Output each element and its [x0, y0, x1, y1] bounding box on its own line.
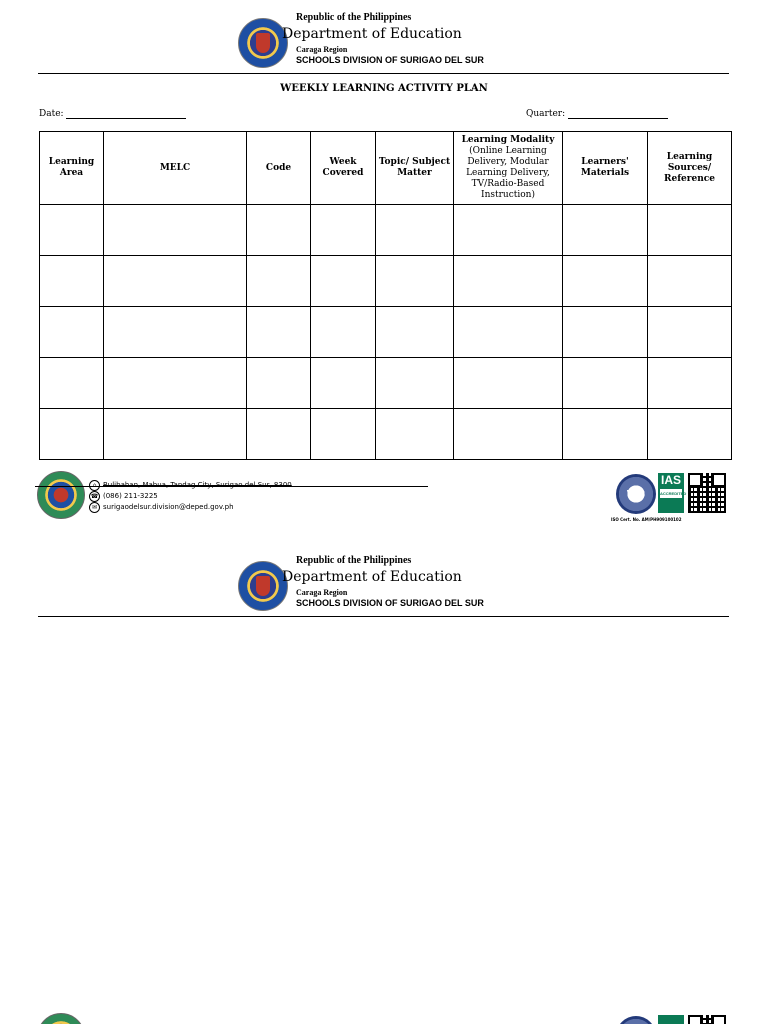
table-cell[interactable]: [311, 307, 376, 358]
table-cell[interactable]: [40, 256, 104, 307]
table-cell[interactable]: [40, 358, 104, 409]
table-cell[interactable]: [454, 358, 563, 409]
table-cell[interactable]: [104, 307, 247, 358]
table-cell[interactable]: [454, 307, 563, 358]
table-cell[interactable]: [648, 307, 732, 358]
page2-header: [0, 551, 768, 621]
header-learners-materials: Learners' Materials: [563, 132, 648, 205]
table-cell[interactable]: [311, 256, 376, 307]
header-topic: Topic/ Subject Matter: [376, 132, 454, 205]
division-seal-icon: [37, 1013, 85, 1024]
qr-code-icon[interactable]: [688, 473, 726, 513]
header-melc: MELC: [104, 132, 247, 205]
header-week-covered: Week Covered: [311, 132, 376, 205]
table-cell[interactable]: [563, 307, 648, 358]
table-cell[interactable]: [247, 307, 311, 358]
table-cell[interactable]: [454, 205, 563, 256]
quarter-blank[interactable]: [568, 108, 668, 119]
division-text: SCHOOLS DIVISION OF SURIGAO DEL SUR: [296, 598, 484, 608]
qr-code-icon[interactable]: [688, 1015, 726, 1024]
table-cell[interactable]: [40, 205, 104, 256]
table-cell[interactable]: [40, 307, 104, 358]
table-row: [40, 358, 732, 409]
table-cell[interactable]: [563, 358, 648, 409]
table-row: [40, 409, 732, 460]
department-title: Department of Education: [282, 26, 462, 42]
page2-footer: [0, 1010, 768, 1024]
region-text: Caraga Region: [296, 45, 348, 54]
table-cell[interactable]: [311, 205, 376, 256]
deped-seal-icon: [238, 561, 288, 611]
table-cell[interactable]: [563, 409, 648, 460]
table-cell[interactable]: [454, 409, 563, 460]
wb-logo-icon: [616, 1016, 656, 1024]
table-row: [40, 205, 732, 256]
table-cell[interactable]: [648, 409, 732, 460]
table-cell[interactable]: [563, 205, 648, 256]
email-link[interactable]: surigaodelsur.division@deped.gov.ph: [103, 503, 234, 511]
activity-plan-table: [39, 131, 732, 460]
iso-cert-text: ISO Cert. No. AM/PH909100102: [611, 517, 682, 522]
region-text: Caraga Region: [296, 588, 348, 597]
header-learning-sources: Learning Sources/ Reference: [648, 132, 732, 205]
table-cell[interactable]: [648, 205, 732, 256]
table-cell[interactable]: [454, 256, 563, 307]
date-field[interactable]: [39, 108, 186, 119]
home-icon: ⌂: [89, 480, 100, 491]
form-title: WEEKLY LEARNING ACTIVITY PLAN: [280, 83, 488, 94]
table-header-row: [40, 132, 732, 205]
contact-info: [89, 480, 292, 513]
republic-text: Republic of the Philippines: [296, 12, 412, 23]
table-cell[interactable]: [563, 256, 648, 307]
header-learning-area: Learning Area: [40, 132, 104, 205]
address-text: Bulibahan, Mabua, Tandag City, Surigao del Sur, 8300: [103, 481, 292, 489]
table-cell[interactable]: [104, 205, 247, 256]
header-divider: [38, 73, 729, 74]
wb-logo-icon: WB: [616, 474, 656, 514]
ias-logo-icon: [658, 1015, 684, 1024]
table-row: [40, 256, 732, 307]
table-cell[interactable]: [376, 409, 454, 460]
table-cell[interactable]: [648, 256, 732, 307]
division-seal-icon: [37, 471, 85, 519]
deped-seal-icon: [238, 18, 288, 68]
table-cell[interactable]: [376, 358, 454, 409]
table-cell[interactable]: [648, 358, 732, 409]
table-cell[interactable]: [311, 358, 376, 409]
header-divider: [38, 616, 729, 617]
table-cell[interactable]: [376, 256, 454, 307]
date-blank[interactable]: [66, 108, 186, 119]
table-cell[interactable]: [247, 358, 311, 409]
table-cell[interactable]: [247, 256, 311, 307]
division-text: SCHOOLS DIVISION OF SURIGAO DEL SUR: [296, 55, 484, 65]
table-cell[interactable]: [247, 205, 311, 256]
phone-icon: ☎: [90, 493, 99, 500]
table-cell[interactable]: [376, 205, 454, 256]
department-title: Department of Education: [282, 569, 462, 585]
phone-text: (086) 211-3225: [103, 492, 158, 500]
table-cell[interactable]: [247, 409, 311, 460]
republic-text: Republic of the Philippines: [296, 555, 412, 566]
page1-header: [0, 8, 768, 78]
table-cell[interactable]: [104, 358, 247, 409]
header-code: Code: [247, 132, 311, 205]
table-cell[interactable]: [104, 409, 247, 460]
header-learning-modality: Learning Modality (Online Learning Delivery, Modular Learning Delivery, TV/Radio-Based Instruction): [454, 132, 563, 205]
date-label: Date:: [39, 109, 64, 119]
table-row: [40, 307, 732, 358]
page1-footer: [0, 468, 768, 528]
ias-logo-icon: IAS ACCREDITED: [658, 473, 684, 513]
email-icon: ✉: [89, 502, 100, 513]
table-cell[interactable]: [311, 409, 376, 460]
modality-options: (Online Learning Delivery, Modular Learning Delivery, TV/Radio-Based Instruction): [466, 146, 550, 200]
table-cell[interactable]: [104, 256, 247, 307]
quarter-field[interactable]: [526, 108, 668, 119]
table-cell[interactable]: [376, 307, 454, 358]
table-cell[interactable]: [40, 409, 104, 460]
quarter-label: Quarter:: [526, 109, 566, 119]
